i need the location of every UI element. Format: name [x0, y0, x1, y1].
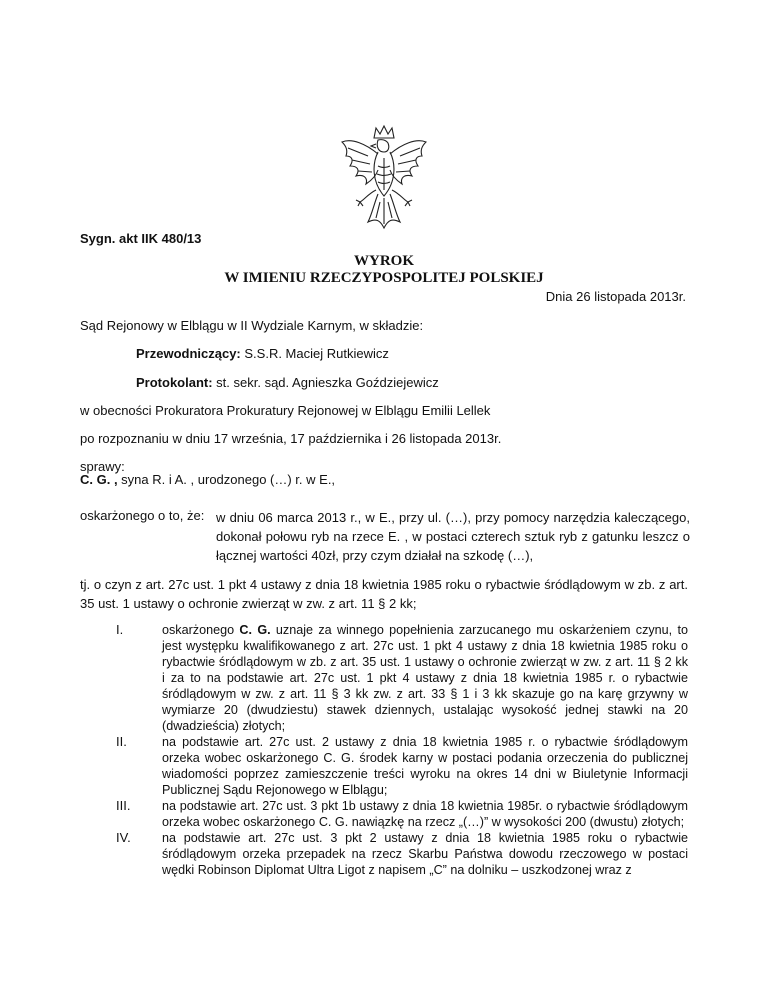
defendant-name: C. G. , [80, 472, 118, 487]
polish-eagle-emblem [338, 124, 430, 232]
defendant-bold: C. G. [239, 623, 271, 637]
chair-value: S.S.R. Maciej Rutkiewicz [240, 346, 389, 361]
court-composition: Sąd Rejonowy w Elblągu w II Wydziale Karnym, w składzie: [80, 318, 424, 333]
clerk-line [136, 375, 439, 390]
verdict-number: II. [116, 734, 127, 749]
verdict-number: III. [116, 798, 131, 813]
verdict-text: na podstawie art. 27c ust. 3 pkt 2 ustawy z dnia 18 kwietnia 1985 roku o rybactwie śródlądowym orzeka przepadek na rzecz Skarbu Państwa dowodu rzeczowego w postaci wędki Robinson Diplomat Ultra Ligot z napisem „C” na dolniku – uszkodzonej wraz z [162, 831, 688, 877]
legal-basis: tj. o czyn z art. 27c ust. 1 pkt 4 ustawy z dnia 18 kwietnia 1985 roku o rybactwie śródlądowym w zb. z art. 35 ust. 1 ustawy o ochronie zwierząt w zw. z art. 11 § 2 kk; [80, 577, 688, 611]
hearing-dates: po rozpoznaniu w dniu 17 września, 17 października i 26 listopada 2013r. [80, 431, 502, 446]
defendant-details: syna R. i A. , urodzonego (…) r. w E., [117, 472, 336, 487]
verdict-item [80, 734, 688, 798]
document-title: WYROK [354, 253, 414, 269]
defendant-line [80, 472, 335, 487]
verdict-item [80, 622, 688, 734]
verdict-item [80, 798, 688, 830]
chair-line [136, 346, 389, 361]
verdict-list [80, 622, 688, 878]
case-signature: Sygn. akt IIK 480/13 [80, 231, 202, 246]
judgment-date: Dnia 26 listopada 2013r. [545, 289, 686, 304]
clerk-label: Protokolant: [136, 375, 213, 390]
case-label: sprawy: [80, 459, 125, 474]
verdict-text: oskarżonego C. G. uznaje za winnego popełnienia zarzucanego mu oskarżeniem czynu, to jest występku kwalifikowanego z art. 27c ust. 1 pkt 4 ustawy z dnia 18 kwietnia 1985 roku o rybactwie śródlądowym w zb. z art. 35 ust. 1 ustawy o ochronie zwierząt w zw. z art. 11 § 2 kk i za to na podstawie art. 27c ust. 1 pkt 4 ustawy z dnia 18 kwietnia 1985 r. o rybactwie śródlądowym w zw. z art. 11 § 3 kk zw. z art. 33 § 1 i 3 kk skazuje go na karę grzywny w wymiarze 20 (dwudziestu) stawek dziennych, ustalając wysokość jednej stawki na 20 (dwadzieścia) złotych; [162, 623, 688, 733]
verdict-text: na podstawie art. 27c ust. 3 pkt 1b ustawy z dnia 18 kwietnia 1985r. o rybactwie śródlądowym orzeka wobec oskarżonego C. G. nawiązkę na rzecz „(…)” w wysokości 200 (dwustu) złotych; [162, 799, 688, 829]
document-subtitle: W IMIENIU RZECZYPOSPOLITEJ POLSKIEJ [224, 270, 544, 286]
charge-label: oskarżonego o to, że: [80, 508, 205, 523]
verdict-item [80, 830, 688, 878]
verdict-text: na podstawie art. 27c ust. 2 ustawy z dnia 18 kwietnia 1985 r. o rybactwie śródlądowym orzeka wobec oskarżonego C. G. środek karny w postaci podania orzeczenia do publicznej wiadomości poprzez zamieszczenie treści wyroku na okres 14 dni w Biuletynie Informacji Publicznej Sądu Rejonowego w Elblągu; [162, 735, 688, 797]
chair-label: Przewodniczący: [136, 346, 241, 361]
clerk-value: st. sekr. sąd. Agnieszka Goździejewicz [212, 375, 439, 390]
verdict-number: IV. [116, 830, 131, 845]
prosecutor-line: w obecności Prokuratora Prokuratury Rejonowej w Elblągu Emilii Lellek [80, 403, 491, 418]
verdict-number: I. [116, 622, 124, 637]
charge-text: w dniu 06 marca 2013 r., w E., przy ul. (…), przy pomocy narzędzia kaleczącego, dokonał połowu ryb na rzece E. , w postaci czterech sztuk ryb z gatunku leszcz o łącznej wartości 40zł, przy czym działał na szkodę (…), [216, 510, 690, 563]
